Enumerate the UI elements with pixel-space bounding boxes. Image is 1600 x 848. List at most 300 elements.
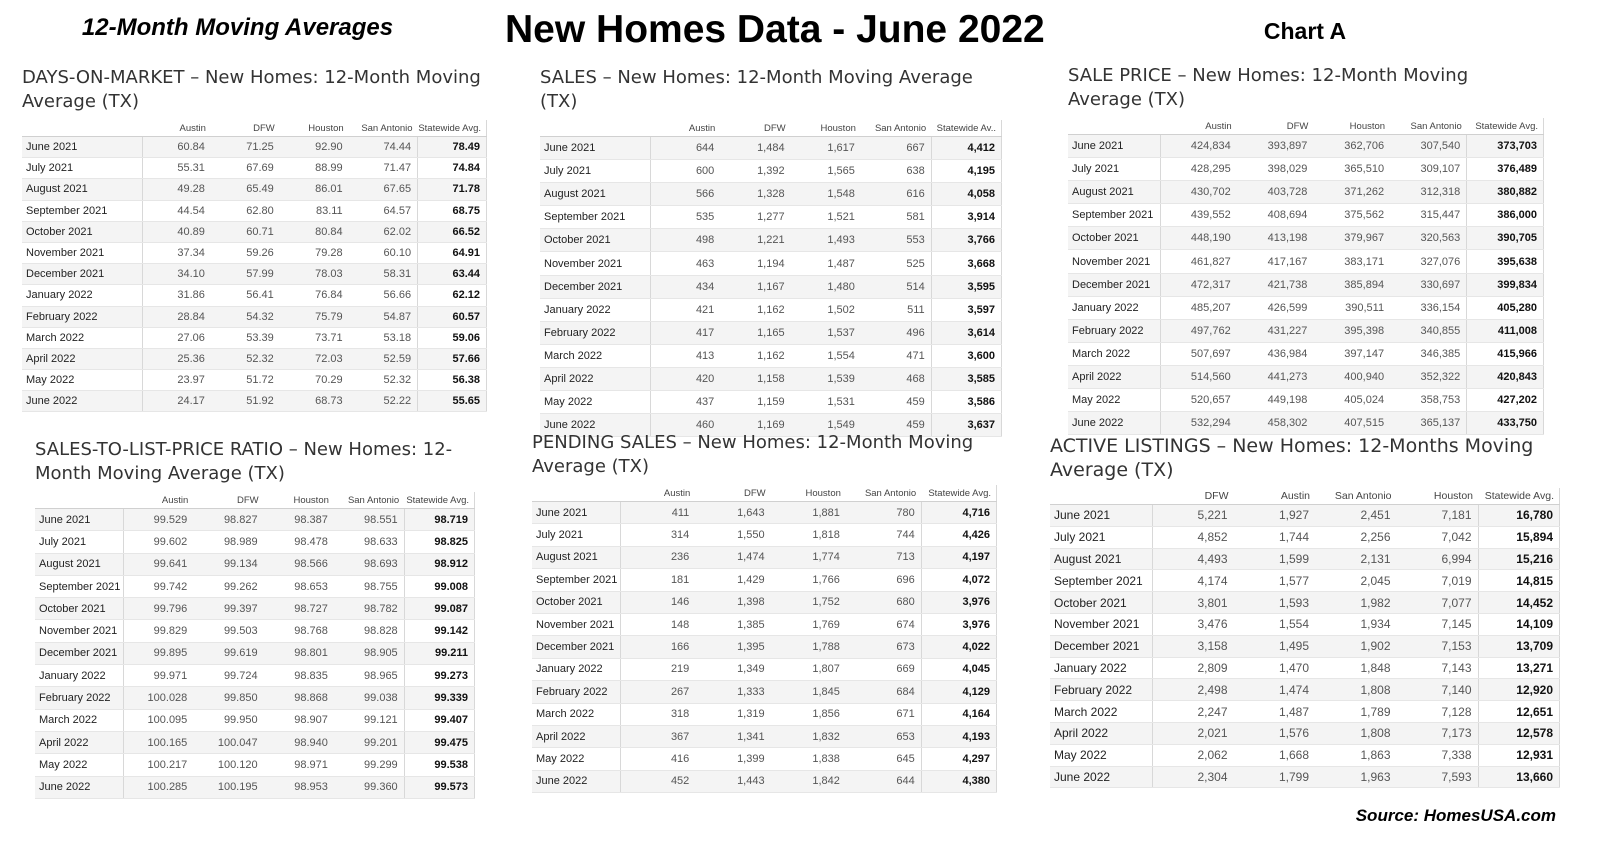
table-cell: 68.73 [280, 391, 349, 412]
table-cell: 1,487 [791, 252, 861, 275]
table-cell: 471 [861, 344, 931, 367]
row-label: April 2022 [532, 725, 620, 747]
table-cell: 314 [620, 524, 695, 546]
table-cell: 37.34 [142, 242, 211, 263]
statewide-value: 68.75 [418, 200, 487, 221]
table-cell: 645 [846, 748, 921, 770]
row-label: August 2021 [1050, 548, 1152, 570]
table-cell: 1,807 [771, 658, 846, 680]
table-cell: 1,429 [695, 569, 770, 591]
table-cell: 56.41 [211, 285, 280, 306]
table-cell: 1,539 [791, 367, 861, 390]
table-cell: 520,657 [1160, 389, 1237, 412]
table-cell: 1,531 [791, 391, 861, 414]
table-row [1050, 635, 1560, 657]
table-cell: 7,338 [1397, 744, 1479, 766]
table-cell: 1,808 [1315, 722, 1397, 744]
table-row [22, 327, 487, 348]
table-row [35, 531, 475, 553]
statewide-value: 60.57 [418, 306, 487, 327]
column-header: Statewide Avg. [1467, 118, 1544, 135]
table-cell: 459 [861, 414, 931, 437]
statewide-value: 3,614 [931, 321, 1001, 344]
table-row [1068, 296, 1544, 319]
column-header: San Antonio [846, 485, 921, 502]
table-cell: 413,198 [1237, 227, 1314, 250]
row-label: April 2022 [1068, 365, 1160, 388]
table-row [1068, 158, 1544, 181]
table-cell: 2,451 [1315, 505, 1397, 527]
statewide-value: 4,045 [921, 658, 996, 680]
statewide-value: 16,780 [1478, 505, 1560, 527]
table-cell: 1,159 [720, 391, 790, 414]
table-cell: 7,140 [1397, 679, 1479, 701]
table-cell: 436,984 [1237, 342, 1314, 365]
row-label: September 2021 [22, 200, 142, 221]
table-cell: 1,789 [1315, 701, 1397, 723]
row-label: January 2022 [532, 658, 620, 680]
table-cell: 58.31 [349, 264, 418, 285]
table-row [22, 200, 487, 221]
table-cell: 7,143 [1397, 657, 1479, 679]
table-cell: 616 [861, 183, 931, 206]
row-label: July 2021 [1050, 526, 1152, 548]
table-cell: 459 [861, 391, 931, 414]
table-cell: 56.66 [349, 285, 418, 306]
row-label: February 2022 [532, 681, 620, 703]
sales-panel [540, 66, 1002, 437]
table-row [1050, 722, 1560, 744]
table-cell: 667 [861, 137, 931, 160]
table-cell: 98.905 [334, 642, 404, 664]
table-cell: 2,062 [1152, 744, 1234, 766]
statewide-value: 411,008 [1467, 319, 1544, 342]
table-row [532, 703, 997, 725]
table-cell: 98.782 [334, 598, 404, 620]
column-header: Statewide Avg. [418, 120, 487, 137]
table-cell: 346,385 [1390, 342, 1467, 365]
table-cell: 400,940 [1313, 365, 1390, 388]
table-row [35, 776, 475, 798]
row-label: June 2021 [35, 509, 123, 531]
table-cell: 421 [650, 298, 720, 321]
statewide-value: 4,058 [931, 183, 1001, 206]
row-label: October 2021 [1050, 592, 1152, 614]
row-label: May 2022 [1050, 744, 1152, 766]
table-cell: 98.551 [334, 509, 404, 531]
statewide-value: 12,920 [1478, 679, 1560, 701]
table-cell: 669 [846, 658, 921, 680]
table-cell: 1,165 [720, 321, 790, 344]
table-cell: 100.028 [123, 687, 193, 709]
table-cell: 1,328 [720, 183, 790, 206]
table-cell: 6,994 [1397, 548, 1479, 570]
table-row [35, 665, 475, 687]
row-label: June 2022 [1050, 766, 1152, 788]
statewide-value: 57.66 [418, 348, 487, 369]
moving-averages-heading: 12-Month Moving Averages [81, 14, 394, 41]
table-cell: 696 [846, 569, 921, 591]
row-label: November 2021 [540, 252, 650, 275]
table-cell: 7,042 [1397, 526, 1479, 548]
statewide-value: 78.49 [418, 137, 487, 158]
table-cell: 99.796 [123, 598, 193, 620]
table-cell: 44.54 [142, 200, 211, 221]
sale-price-title: SALE PRICE – New Homes: 12-Month Moving Average (TX) [1068, 65, 1469, 110]
table-cell: 403,728 [1237, 181, 1314, 204]
table-cell: 98.727 [264, 598, 334, 620]
table-row [1050, 744, 1560, 766]
table-cell: 1,549 [791, 414, 861, 437]
row-label: March 2022 [540, 344, 650, 367]
table-cell: 52.32 [211, 348, 280, 369]
table-cell: 638 [861, 160, 931, 183]
table-cell: 2,247 [1152, 701, 1234, 723]
table-cell: 1,845 [771, 681, 846, 703]
table-cell: 67.69 [211, 158, 280, 179]
table-header-row [540, 120, 1002, 137]
statewide-value: 99.273 [404, 665, 474, 687]
sales-to-list-title: SALES-TO-LIST-PRICE RATIO – New Homes: 12-Month Moving Average (TX) [35, 439, 453, 484]
statewide-value: 3,585 [931, 367, 1001, 390]
table-row [532, 658, 997, 680]
table-cell: 53.39 [211, 327, 280, 348]
table-cell: 507,697 [1160, 342, 1237, 365]
statewide-value: 99.211 [404, 642, 474, 664]
table-cell: 100.095 [123, 709, 193, 731]
table-cell: 49.28 [142, 179, 211, 200]
table-row [1068, 204, 1544, 227]
row-label: November 2021 [1050, 613, 1152, 635]
statewide-value: 376,489 [1467, 158, 1544, 181]
row-label: June 2021 [22, 137, 142, 158]
row-label: December 2021 [35, 642, 123, 664]
table-cell: 98.989 [193, 531, 263, 553]
row-label: December 2021 [532, 636, 620, 658]
table-cell: 1,881 [771, 502, 846, 524]
table-cell: 4,493 [1152, 548, 1234, 570]
table-cell: 407,515 [1313, 412, 1390, 435]
table-cell: 3,476 [1152, 613, 1234, 635]
table-cell: 1,333 [695, 681, 770, 703]
table-cell: 439,552 [1160, 204, 1237, 227]
statewide-value: 98.719 [404, 509, 474, 531]
statewide-value: 13,709 [1478, 635, 1560, 657]
table-cell: 1,537 [791, 321, 861, 344]
table-cell: 99.829 [123, 620, 193, 642]
statewide-value: 12,651 [1478, 701, 1560, 723]
table-cell: 1,927 [1234, 505, 1316, 527]
table-cell: 1,774 [771, 546, 846, 568]
table-row [22, 221, 487, 242]
column-header: DFW [1237, 118, 1314, 135]
row-label: February 2022 [540, 321, 650, 344]
row-label: April 2022 [22, 348, 142, 369]
table-cell: 99.850 [193, 687, 263, 709]
table-cell: 600 [650, 160, 720, 183]
table-row [540, 344, 1002, 367]
row-label: December 2021 [22, 264, 142, 285]
statewide-value: 3,976 [921, 613, 996, 635]
table-header-row [1050, 488, 1560, 505]
sale-price-table [1068, 118, 1544, 435]
row-label-header [1068, 118, 1160, 135]
table-cell: 485,207 [1160, 296, 1237, 319]
table-cell: 424,834 [1160, 135, 1237, 158]
sales-title: SALES – New Homes: 12-Month Moving Average (TX) [540, 67, 973, 112]
table-cell: 2,256 [1315, 526, 1397, 548]
table-row [540, 275, 1002, 298]
active-listings-table [1050, 488, 1560, 788]
pending-sales-panel [532, 431, 997, 793]
table-row [532, 502, 997, 524]
row-label: June 2021 [1050, 505, 1152, 527]
table-cell: 60.84 [142, 137, 211, 158]
table-cell: 267 [620, 681, 695, 703]
table-row [540, 183, 1002, 206]
statewide-value: 427,202 [1467, 389, 1544, 412]
table-cell: 1,744 [1234, 526, 1316, 548]
active-listings-panel [1050, 434, 1560, 788]
pending-sales-title: PENDING SALES – New Homes: 12-Month Moving Average (TX) [532, 432, 974, 477]
table-row [35, 754, 475, 776]
table-row [35, 620, 475, 642]
table-row [35, 709, 475, 731]
row-label: July 2021 [22, 158, 142, 179]
row-label: August 2021 [1068, 181, 1160, 204]
column-header: Houston [1313, 118, 1390, 135]
table-cell: 1,769 [771, 613, 846, 635]
table-cell: 98.965 [334, 665, 404, 687]
table-cell: 1,319 [695, 703, 770, 725]
statewide-value: 98.825 [404, 531, 474, 553]
statewide-value: 3,637 [931, 414, 1001, 437]
table-cell: 1,162 [720, 344, 790, 367]
table-cell: 1,502 [791, 298, 861, 321]
statewide-value: 15,894 [1478, 526, 1560, 548]
table-cell: 166 [620, 636, 695, 658]
table-cell: 1,392 [720, 160, 790, 183]
statewide-value: 4,129 [921, 681, 996, 703]
table-cell: 7,145 [1397, 613, 1479, 635]
statewide-value: 4,197 [921, 546, 996, 568]
row-label: September 2021 [1068, 204, 1160, 227]
table-cell: 417,167 [1237, 250, 1314, 273]
table-cell: 320,563 [1390, 227, 1467, 250]
table-cell: 1,818 [771, 524, 846, 546]
table-row [540, 206, 1002, 229]
statewide-value: 14,109 [1478, 613, 1560, 635]
table-cell: 1,565 [791, 160, 861, 183]
row-label: February 2022 [1050, 679, 1152, 701]
table-row [35, 687, 475, 709]
column-header: Austin [142, 120, 211, 137]
statewide-value: 14,815 [1478, 570, 1560, 592]
table-cell: 98.971 [264, 754, 334, 776]
table-row [1068, 135, 1544, 158]
table-row [1050, 526, 1560, 548]
table-cell: 99.360 [334, 776, 404, 798]
row-label: March 2022 [532, 703, 620, 725]
table-cell: 1,521 [791, 206, 861, 229]
row-label: January 2022 [35, 665, 123, 687]
table-cell: 1,832 [771, 725, 846, 747]
table-cell: 65.49 [211, 179, 280, 200]
table-cell: 99.262 [193, 575, 263, 597]
column-header: Statewide Avg. [1478, 488, 1560, 505]
table-row [540, 391, 1002, 414]
table-cell: 92.90 [280, 137, 349, 158]
column-header: San Antonio [334, 492, 404, 509]
row-label: January 2022 [540, 298, 650, 321]
column-header: San Antonio [861, 120, 931, 137]
table-cell: 83.11 [280, 200, 349, 221]
row-label: March 2022 [35, 709, 123, 731]
column-header: DFW [720, 120, 790, 137]
table-cell: 1,856 [771, 703, 846, 725]
table-cell: 1,349 [695, 658, 770, 680]
row-label: March 2022 [1050, 701, 1152, 723]
table-cell: 535 [650, 206, 720, 229]
row-label: October 2021 [540, 229, 650, 252]
row-label: November 2021 [22, 242, 142, 263]
sales-to-list-table [35, 492, 475, 799]
table-cell: 1,643 [695, 502, 770, 524]
table-cell: 99.299 [334, 754, 404, 776]
row-label: August 2021 [540, 183, 650, 206]
row-label: February 2022 [1068, 319, 1160, 342]
table-cell: 1,599 [1234, 548, 1316, 570]
row-label: September 2021 [540, 206, 650, 229]
table-cell: 78.03 [280, 264, 349, 285]
row-label: November 2021 [1068, 250, 1160, 273]
table-cell: 181 [620, 569, 695, 591]
statewide-value: 99.087 [404, 598, 474, 620]
table-cell: 385,894 [1313, 273, 1390, 296]
statewide-value: 99.407 [404, 709, 474, 731]
table-cell: 99.602 [123, 531, 193, 553]
statewide-value: 13,660 [1478, 766, 1560, 788]
table-cell: 434 [650, 275, 720, 298]
table-cell: 1,487 [1234, 701, 1316, 723]
table-cell: 1,788 [771, 636, 846, 658]
table-cell: 497,762 [1160, 319, 1237, 342]
row-label-header [540, 120, 650, 137]
table-cell: 780 [846, 502, 921, 524]
statewide-value: 99.538 [404, 754, 474, 776]
table-cell: 1,395 [695, 636, 770, 658]
table-cell: 99.724 [193, 665, 263, 687]
table-cell: 25.36 [142, 348, 211, 369]
table-cell: 375,562 [1313, 204, 1390, 227]
table-cell: 98.828 [334, 620, 404, 642]
statewide-value: 56.38 [418, 370, 487, 391]
row-label: June 2021 [540, 137, 650, 160]
table-cell: 318 [620, 703, 695, 725]
row-label-header [1050, 488, 1152, 505]
sale-price-panel [1068, 64, 1544, 435]
table-cell: 99.529 [123, 509, 193, 531]
table-row [1068, 250, 1544, 273]
table-cell: 60.10 [349, 242, 418, 263]
statewide-value: 373,703 [1467, 135, 1544, 158]
table-cell: 315,447 [1390, 204, 1467, 227]
table-row [1050, 592, 1560, 614]
table-cell: 52.32 [349, 370, 418, 391]
table-row [35, 731, 475, 753]
table-cell: 379,967 [1313, 227, 1390, 250]
table-cell: 75.79 [280, 306, 349, 327]
table-cell: 98.566 [264, 553, 334, 575]
table-cell: 371,262 [1313, 181, 1390, 204]
statewide-value: 99.142 [404, 620, 474, 642]
table-header-row [532, 485, 997, 502]
table-row [1050, 505, 1560, 527]
table-header-row [22, 120, 487, 137]
table-cell: 1,470 [1234, 657, 1316, 679]
table-cell: 1,593 [1234, 592, 1316, 614]
statewide-value: 12,931 [1478, 744, 1560, 766]
table-cell: 71.47 [349, 158, 418, 179]
table-cell: 7,019 [1397, 570, 1479, 592]
row-label: August 2021 [532, 546, 620, 568]
table-cell: 99.397 [193, 598, 263, 620]
table-row [532, 748, 997, 770]
table-cell: 99.950 [193, 709, 263, 731]
table-cell: 74.44 [349, 137, 418, 158]
table-cell: 59.26 [211, 242, 280, 263]
statewide-value: 420,843 [1467, 365, 1544, 388]
table-cell: 653 [846, 725, 921, 747]
table-cell: 430,702 [1160, 181, 1237, 204]
table-row [532, 524, 997, 546]
row-label: October 2021 [1068, 227, 1160, 250]
table-cell: 413 [650, 344, 720, 367]
table-cell: 34.10 [142, 264, 211, 285]
table-cell: 99.895 [123, 642, 193, 664]
pending-sales-table [532, 485, 997, 793]
table-cell: 358,753 [1390, 389, 1467, 412]
statewide-value: 59.06 [418, 327, 487, 348]
table-cell: 99.134 [193, 553, 263, 575]
table-cell: 5,221 [1152, 505, 1234, 527]
table-cell: 51.92 [211, 391, 280, 412]
row-label-header [22, 120, 142, 137]
table-cell: 76.84 [280, 285, 349, 306]
table-cell: 27.06 [142, 327, 211, 348]
statewide-value: 4,193 [921, 725, 996, 747]
table-cell: 100.165 [123, 731, 193, 753]
table-cell: 398,029 [1237, 158, 1314, 181]
row-label: December 2021 [540, 275, 650, 298]
table-cell: 64.57 [349, 200, 418, 221]
statewide-value: 4,072 [921, 569, 996, 591]
table-cell: 1,484 [720, 137, 790, 160]
table-cell: 581 [861, 206, 931, 229]
column-header: DFW [193, 492, 263, 509]
table-cell: 7,593 [1397, 766, 1479, 788]
row-label: July 2021 [540, 160, 650, 183]
statewide-value: 62.12 [418, 285, 487, 306]
table-cell: 98.907 [264, 709, 334, 731]
statewide-value: 12,578 [1478, 722, 1560, 744]
statewide-value: 4,022 [921, 636, 996, 658]
statewide-value: 433,750 [1467, 412, 1544, 435]
table-cell: 54.87 [349, 306, 418, 327]
row-label: July 2021 [35, 531, 123, 553]
table-cell: 431,227 [1237, 319, 1314, 342]
table-cell: 309,107 [1390, 158, 1467, 181]
